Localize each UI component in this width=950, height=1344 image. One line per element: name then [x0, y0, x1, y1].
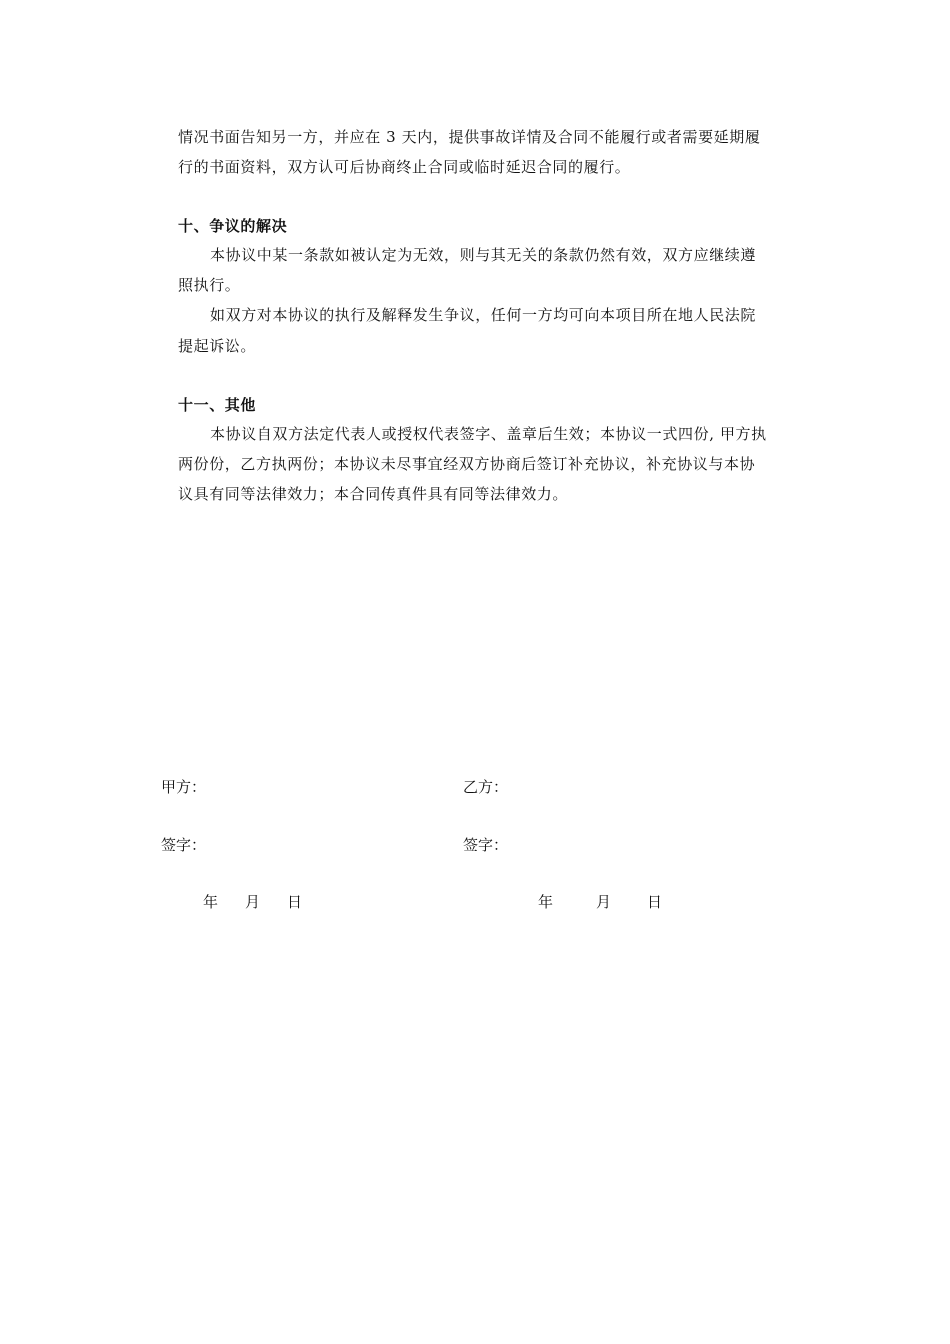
section-11-para-line-2: 两份份，乙方执两份；本协议未尽事宜经双方协商后签订补充协议，补充协议与本协 — [178, 455, 756, 473]
section-10-para2-line-2: 提起诉讼。 — [178, 337, 257, 355]
party-b-label: 乙方： — [463, 778, 509, 796]
party-b-year: 年 — [538, 893, 554, 911]
section-11-title: 十一、其他 — [178, 396, 257, 414]
party-a-year: 年 — [203, 893, 219, 911]
continuation-line-1: 情况书面告知另一方，并应在 3 天内，提供事故详情及合同不能履行或者需要延期履 — [178, 128, 761, 146]
party-b-month: 月 — [596, 893, 612, 911]
continuation-line-2: 行的书面资料，双方认可后协商终止合同或临时延迟合同的履行。 — [178, 158, 631, 176]
party-a-sign-label: 签字： — [161, 836, 207, 854]
party-a-month: 月 — [245, 893, 261, 911]
section-11-para-line-3: 议具有同等法律效力；本合同传真件具有同等法律效力。 — [178, 485, 569, 503]
section-11-para-line-1: 本协议自双方法定代表人或授权代表签字、盖章后生效；本协议一式四份, 甲方执 — [210, 425, 767, 443]
party-a-day: 日 — [287, 893, 303, 911]
party-a-label: 甲方： — [161, 778, 207, 796]
section-10-para1-line-1: 本协议中某一条款如被认定为无效，则与其无关的条款仍然有效，双方应继续遵 — [210, 246, 757, 264]
section-10-title: 十、争议的解决 — [178, 217, 288, 235]
party-b-day: 日 — [647, 893, 663, 911]
section-10-para2-line-1: 如双方对本协议的执行及解释发生争议，任何一方均可向本项目所在地人民法院 — [210, 306, 757, 324]
section-10-para1-line-2: 照执行。 — [178, 276, 241, 294]
party-b-sign-label: 签字： — [463, 836, 509, 854]
